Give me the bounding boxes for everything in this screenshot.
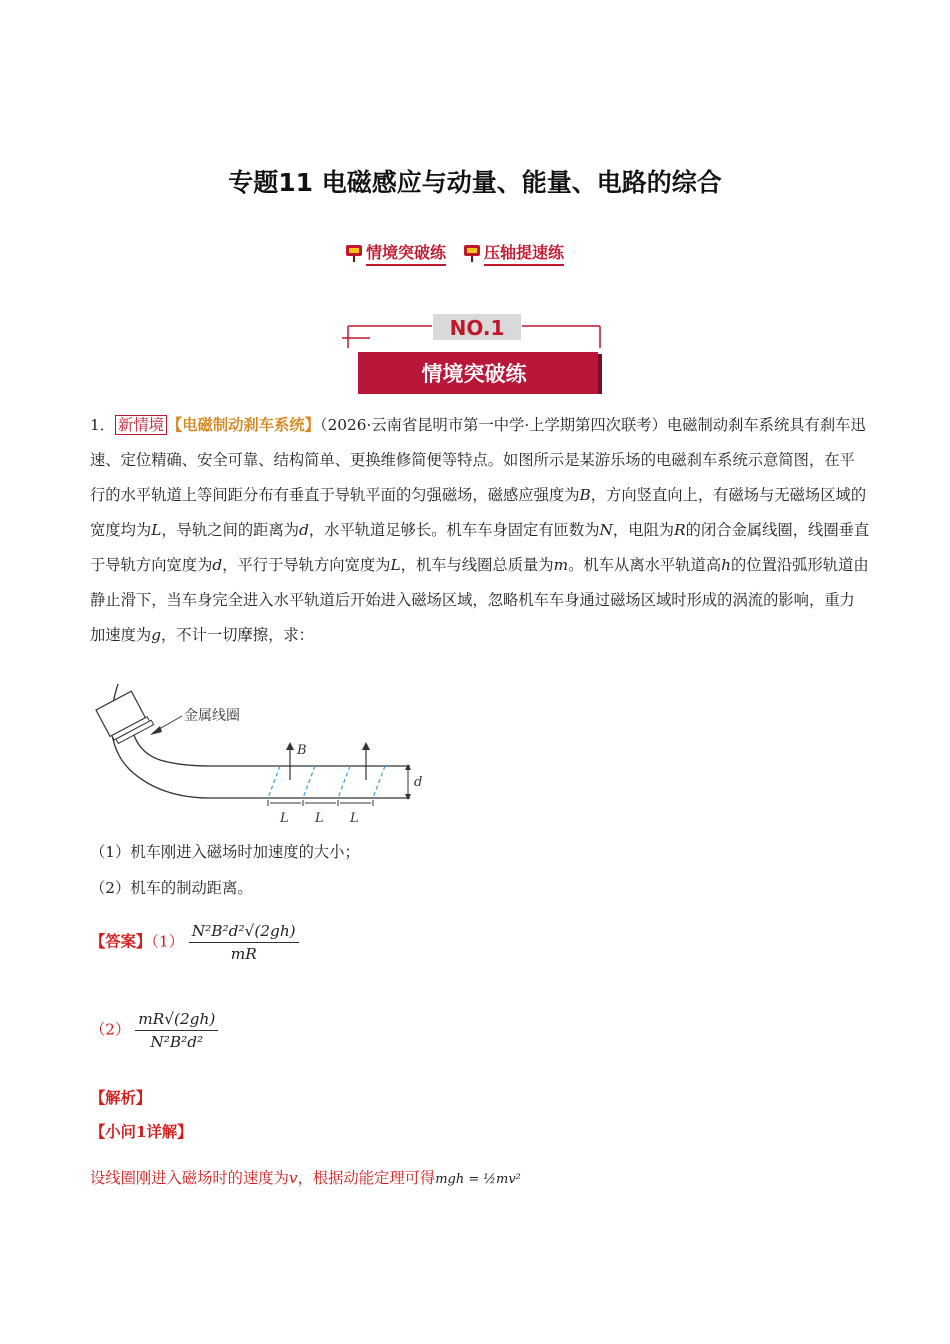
energy-equation: mgh = ½mv² <box>435 1172 521 1187</box>
d-label: d <box>414 775 423 790</box>
page-title: 专题11 电磁感应与动量、能量、电路的综合 <box>228 168 722 197</box>
analysis-label: 【解析】 <box>90 1089 152 1107</box>
L-label: L <box>350 811 359 826</box>
B-label: B <box>297 743 307 758</box>
arc-track-outer <box>111 684 410 798</box>
banner-label: 情境突破练 <box>421 362 527 386</box>
coil-label: 金属线圈 <box>184 708 240 724</box>
question-number: 1． <box>90 416 116 434</box>
answer-2: （2） $\frac{mR√(2gh)}{\text{N²B²d²}}$ <box>90 1010 218 1051</box>
analysis-sub-label: 【小问1详解】 <box>90 1123 193 1141</box>
sub-question-1: （1）机车刚进入磁场时加速度的大小； <box>90 843 360 861</box>
signpost-icon <box>344 243 364 263</box>
section-tabs <box>344 240 564 266</box>
answer-1: 【答案】（1） $\frac{\text{N²B²d²√(2gh)}}{mR}$ <box>90 922 299 963</box>
banner-number: NO.1 <box>449 316 505 340</box>
tab-label: 压轴提速练 <box>484 240 564 266</box>
tag-topic: 【电磁制动刹车系统】 <box>166 416 320 434</box>
tab-scenario[interactable] <box>344 240 446 266</box>
tab-advanced[interactable] <box>462 240 564 266</box>
sub-question-2: （2）机车的制动距离。 <box>90 879 253 897</box>
L-label: L <box>315 811 324 826</box>
signpost-icon <box>462 243 482 263</box>
answer-label: 【答案】 <box>90 932 152 951</box>
answer-2-fraction: $\frac{mR√(2gh)}{\text{N²B²d²}}$ <box>135 1010 218 1051</box>
tab-label: 情境突破练 <box>366 240 446 266</box>
coil-block <box>96 689 154 745</box>
analysis-line-1: 设线圈刚进入磁场时的速度为v，根据动能定理可得mgh = ½mv² <box>90 1169 521 1187</box>
question-stem: 1． 新情境 【电磁制动刹车系统】（2026·云南省昆明市第一中学·上学期第四次联考）电磁制动刹车系统具有刹车迅速、定位精确、安全可靠、结构简单、更换维修简便等特点。如图所示是某游乐场的电磁刹车系统示意简图，在平行的水平轨道上等间距分布有垂直于导轨平面的匀强磁场，磁感应强度为B，方向竖直向上，有磁场与无磁场区域的宽度均为L，导轨之间的距离为d，水平轨道足够长。机车车身固定有匝数为N，电阻为R的闭合金属线圈，线圈垂直于导轨方向宽度为d，平行于导轨方向宽度为L，机车与线圈总质量为m。机车从离水平轨道高h的位置沿弧形轨道由静止滑下，当车身完全进入水平轨道后开始进入磁场区域，忽略机车车身通过磁场区域时形成的涡流的影响，重力加速度为g，不计一切摩擦，求： <box>90 416 870 644</box>
arc-track-inner <box>130 710 410 766</box>
question-source: （2026·云南省昆明市第一中学·上学期第四次联考） <box>319 416 667 434</box>
track-figure <box>90 680 430 830</box>
answer-1-fraction: $\frac{\text{N²B²d²√(2gh)}}{mR}$ <box>189 922 299 963</box>
L-label: L <box>280 811 289 826</box>
tag-new-scenario: 新情境 <box>115 415 167 435</box>
section-banner <box>340 312 608 396</box>
